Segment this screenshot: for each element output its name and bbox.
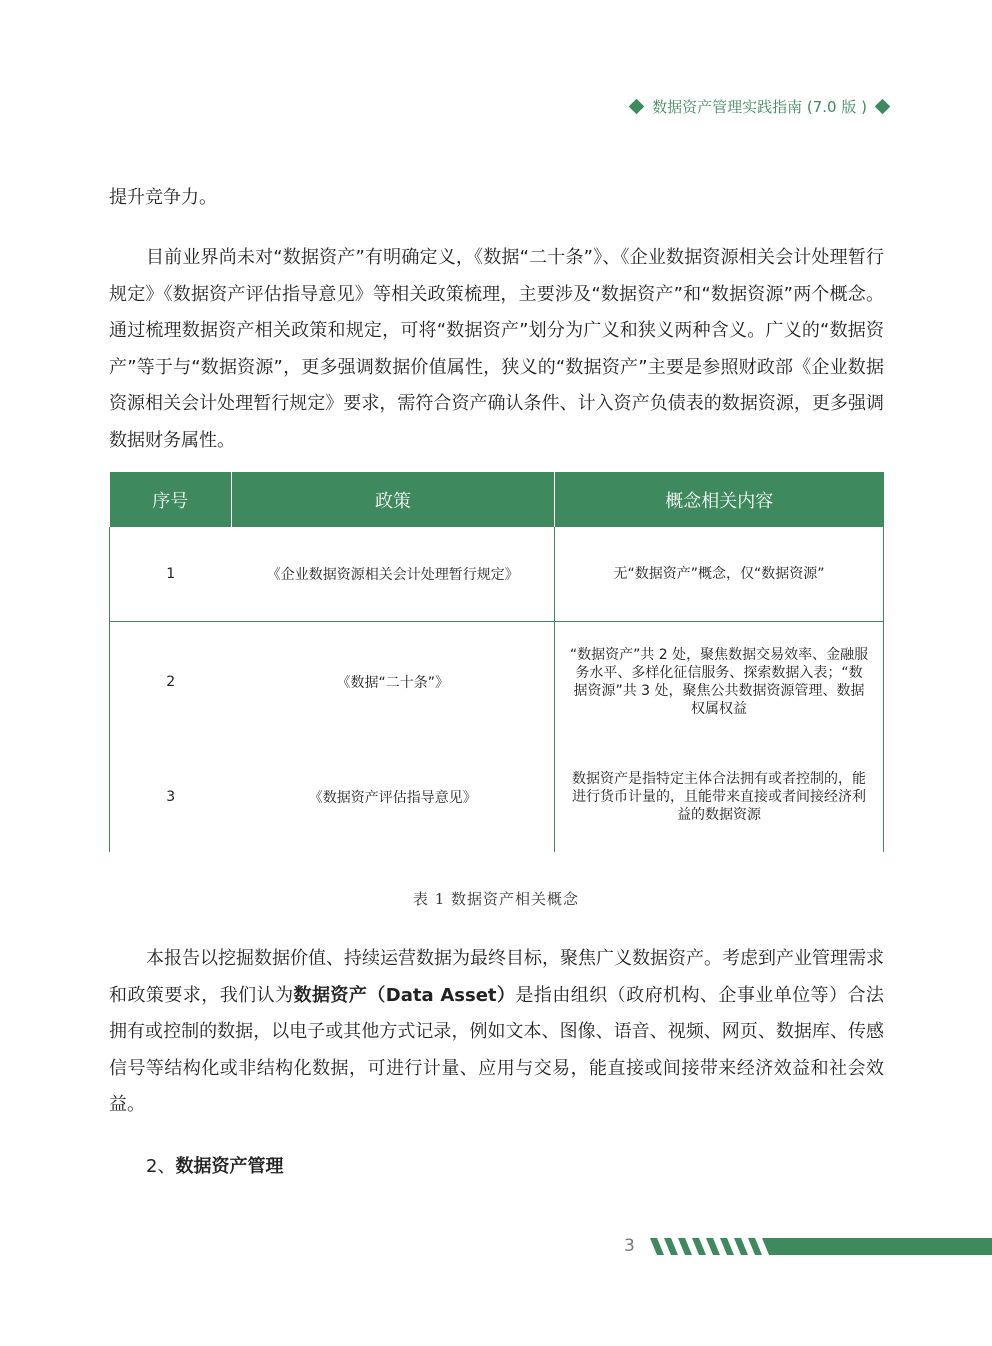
- table-cell-no: 1: [110, 527, 232, 622]
- table-header-no: 序号: [110, 472, 232, 527]
- section-number: 2、: [146, 1156, 176, 1177]
- data-asset-term: 数据资产（Data Asset）: [293, 984, 516, 1006]
- table-cell-policy: 《数据资产评估指导意见》: [308, 790, 477, 806]
- paragraph-intro: 提升竞争力。: [109, 187, 217, 208]
- paragraph-definition: 目前业界尚未对“数据资产”有明确定义，《数据“二十条”》、《企业数据资源相关会计处理暂行规定》《数据资产评估指导意见》等相关政策梳理，主要涉及“数据资产”和“数据资源”两个概念。通过梳理数据资产相关政策和规定，可将“数据资产”划分为广义和狭义两种含义。广义的“数据资产”等于与“数据资源”，更多强调数据价值属性，狭义的“数据资产”主要是参照财政部《企业数据资源相关会计处理暂行规定》要求，需符合资产确认条件、计入资产负债表的数据资源，更多强调数据财务属性。: [109, 247, 884, 451]
- paragraph-data-asset: [109, 941, 884, 1124]
- table-cell-no: 2: [110, 622, 232, 743]
- section-title: 数据资产管理: [175, 1156, 284, 1177]
- paragraph-text: 本报告以挖掘数据价值、持续运营数据为最终目标，聚焦广义数据资产。考虑到产业管理需求和政策要求，我们认为: [109, 948, 884, 1006]
- header-title: 数据资产管理实践指南 (7.0 版 ): [652, 98, 867, 116]
- table-row: [110, 622, 884, 743]
- table-row: [110, 527, 884, 622]
- table-cell-policy: 《企业数据资源相关会计处理暂行规定》: [232, 527, 555, 622]
- diamond-icon: [875, 99, 891, 115]
- table-cell-no: 3: [110, 742, 232, 852]
- footer-stripes-decoration: [650, 1238, 992, 1255]
- table-cell-content: [555, 527, 884, 622]
- table-cell-policy: 《数据“二十条”》: [336, 675, 449, 691]
- table-cell-content-text: “数据资产”共 2 处，聚焦数据交易效率、金融服务水平、多样化征信服务、探索数据入表；“数据资源”共 3 处，聚焦公共数据资源管理、数据权属权益: [569, 647, 869, 717]
- diamond-icon: [629, 99, 645, 115]
- page-number: 3: [624, 1236, 635, 1256]
- section-heading: [109, 1149, 884, 1186]
- table-cell-content: [555, 622, 884, 743]
- table-cell-content-text: 无“数据资产”概念，仅“数据资源”: [613, 566, 825, 582]
- table-row: [110, 742, 884, 852]
- table-cell-content: [555, 742, 884, 852]
- running-header: [627, 96, 892, 117]
- paragraph-text: 是指由组织（政府机构、企事业单位等）合法拥有或控制的数据，以电子或其他方式记录，例如文本、图像、语音、视频、网页、数据库、传感信号等结构化或非结构化数据，可进行计量、应用与交易，能直接或间接带来经济效益和社会效益。: [109, 984, 885, 1115]
- table-header-policy: 政策: [232, 472, 555, 527]
- table-header-content: 概念相关内容: [555, 472, 884, 527]
- table-caption: 表 1 数据资产相关概念: [412, 890, 580, 908]
- table-cell-content-text: 数据资产是指特定主体合法拥有或者控制的，能进行货币计量的，且能带来直接或者间接经济利益的数据资源: [572, 771, 866, 823]
- policy-table: [109, 472, 884, 852]
